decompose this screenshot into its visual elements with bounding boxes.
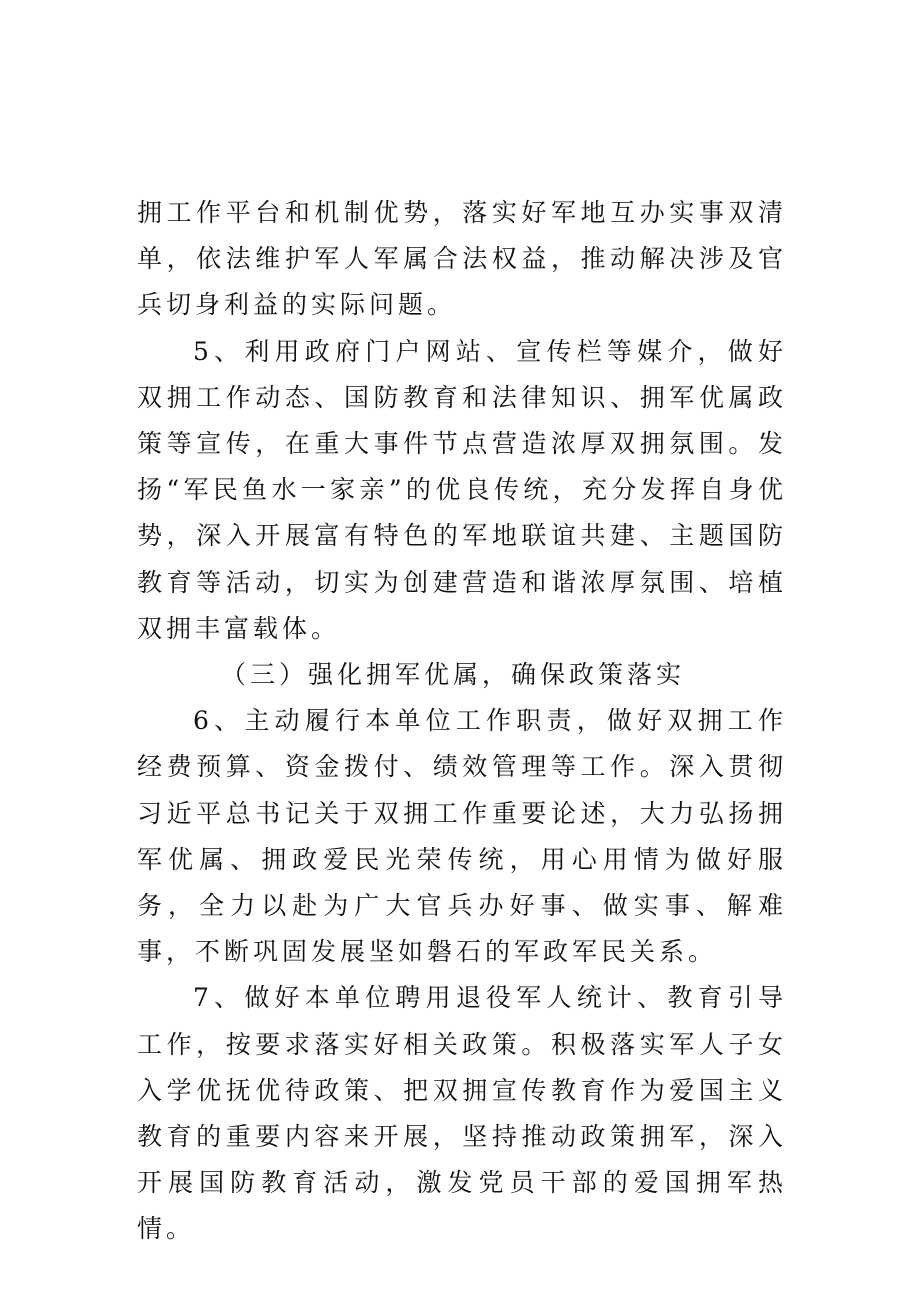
section-heading-3: （三）强化拥军优属，确保政策落实: [221, 660, 686, 690]
document-body: [137, 190, 787, 1253]
paragraph-continued: 拥工作平台和机制优势，落实好军地互办实事双清单，依法维护军人军属合法权益，推动解决涉及官兵切身利益的实际问题。: [137, 198, 787, 320]
paragraph-item-5: 5、利用政府门户网站、宣传栏等媒介，做好双拥工作动态、国防教育和法律知识、拥军优属政策等宣传，在重大事件节点营造浓厚双拥氛围。发扬“军民鱼水一家亲”的优良传统，充分发挥自身优势，深入开展富有特色的军地联谊共建、主题国防教育等活动，切实为创建营造和谐浓厚氛围、培植双拥丰富载体。: [137, 336, 787, 643]
paragraph-item-6: 6、主动履行本单位工作职责，做好双拥工作经费预算、资金拨付、绩效管理等工作。深入贯彻习近平总书记关于双拥工作重要论述，大力弘扬拥军优属、拥政爱民光荣传统，用心用情为做好服务，全力以赴为广大官兵办好事、做实事、解难事，不断巩固发展坚如磐石的军政军民关系。: [137, 706, 787, 967]
paragraph-item-7: 7、做好本单位聘用退役军人统计、教育引导工作，按要求落实好相关政策。积极落实军人子女入学优抚优待政策、把双拥宣传教育作为爱国主义教育的重要内容来开展，坚持推动政策拥军，深入开展国防教育活动，激发党员干部的爱国拥军热情。: [137, 983, 787, 1244]
